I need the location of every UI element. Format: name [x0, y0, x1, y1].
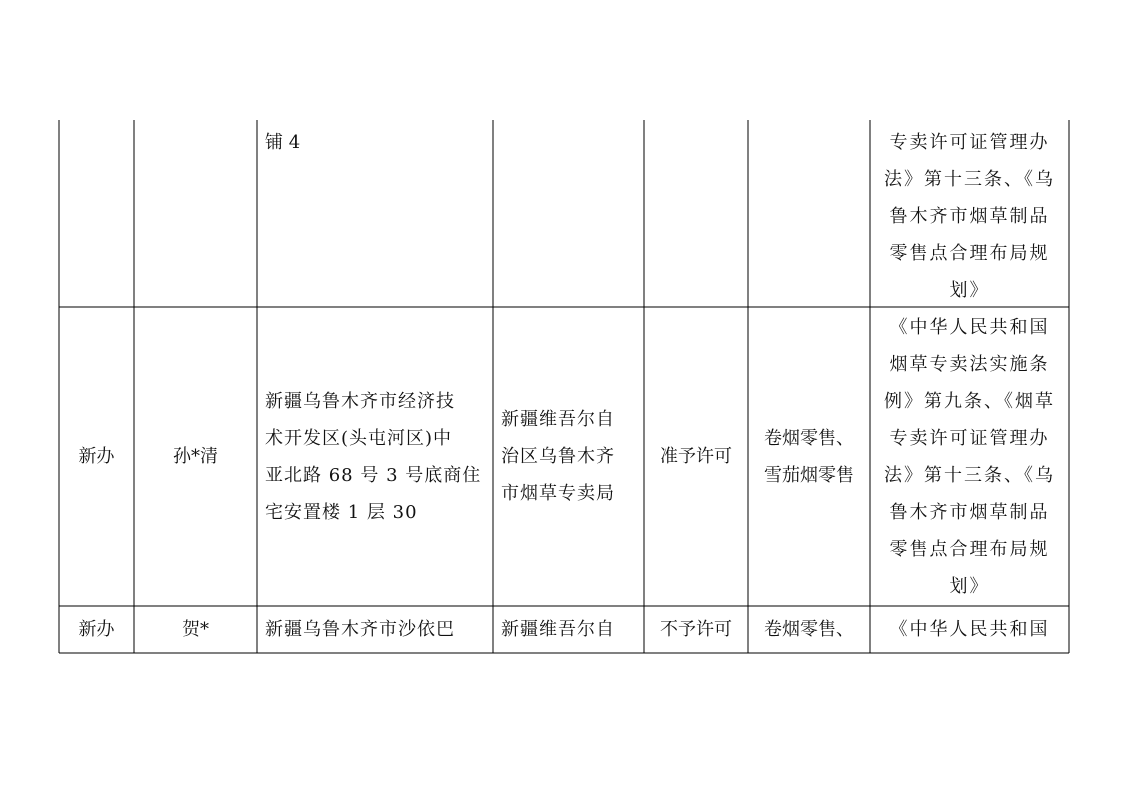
- scope-line: 卷烟零售、: [764, 619, 854, 640]
- basis-line: 烟草专卖法实施条: [889, 353, 1050, 375]
- basis-line: 零售点合理布局规: [889, 538, 1050, 560]
- table-row-2-address: [257, 307, 493, 606]
- table-row-3-address: [257, 606, 493, 653]
- scope-line: 卷烟零售、: [764, 427, 854, 449]
- table-row-2-decision: 准予许可: [660, 446, 732, 467]
- basis-line: 《中华人民共和国: [889, 619, 1050, 640]
- basis-line: 划》: [949, 280, 990, 301]
- table-row-2-authority: [493, 307, 644, 606]
- basis-line: 例》第九条、《烟草: [884, 390, 1055, 412]
- address-line: 术开发区(头屯河区)中: [265, 427, 453, 449]
- basis-line: 《中华人民共和国: [889, 316, 1050, 338]
- table-row-3-type: 新办: [78, 619, 115, 640]
- table-row-3-name: 贺*: [182, 619, 209, 640]
- table-row-1-basis: [870, 124, 1069, 309]
- authority-line: 新疆维吾尔自: [501, 619, 615, 640]
- table-row-2-basis: [870, 307, 1069, 606]
- basis-line: 专卖许可证管理办: [889, 427, 1050, 449]
- basis-line: 划》: [949, 575, 990, 597]
- basis-line: 零售点合理布局规: [889, 243, 1050, 264]
- basis-line: 专卖许可证管理办: [889, 132, 1050, 153]
- basis-line: 法》第十三条、《乌: [884, 169, 1055, 190]
- table-row-1-address: [257, 124, 493, 161]
- basis-line: 鲁木齐市烟草制品: [889, 206, 1050, 227]
- table-row-3-basis: [870, 606, 1069, 653]
- table-row-3-decision: 不予许可: [660, 619, 732, 640]
- address-line: 新疆乌鲁木齐市沙依巴: [265, 619, 455, 640]
- table-row-3-authority: [493, 606, 644, 653]
- authority-line: 治区乌鲁木齐: [501, 446, 615, 467]
- address-line: 铺 4: [265, 132, 301, 153]
- table-row-3-scope: [748, 606, 870, 653]
- basis-line: 鲁木齐市烟草制品: [889, 501, 1050, 523]
- scope-line: 雪茄烟零售: [764, 464, 854, 486]
- address-line: 亚北路 68 号 3 号底商住: [265, 464, 482, 486]
- address-line: 宅安置楼 1 层 30: [265, 501, 418, 523]
- basis-line: 法》第十三条、《乌: [884, 464, 1055, 486]
- table-row-2-scope: [748, 307, 870, 606]
- table-row-2-type: 新办: [78, 446, 115, 467]
- authority-line: 市烟草专卖局: [501, 483, 615, 504]
- table-row-2-name: 孙*清: [173, 446, 218, 467]
- authority-line: 新疆维吾尔自: [501, 409, 615, 430]
- address-line: 新疆乌鲁木齐市经济技: [265, 390, 455, 412]
